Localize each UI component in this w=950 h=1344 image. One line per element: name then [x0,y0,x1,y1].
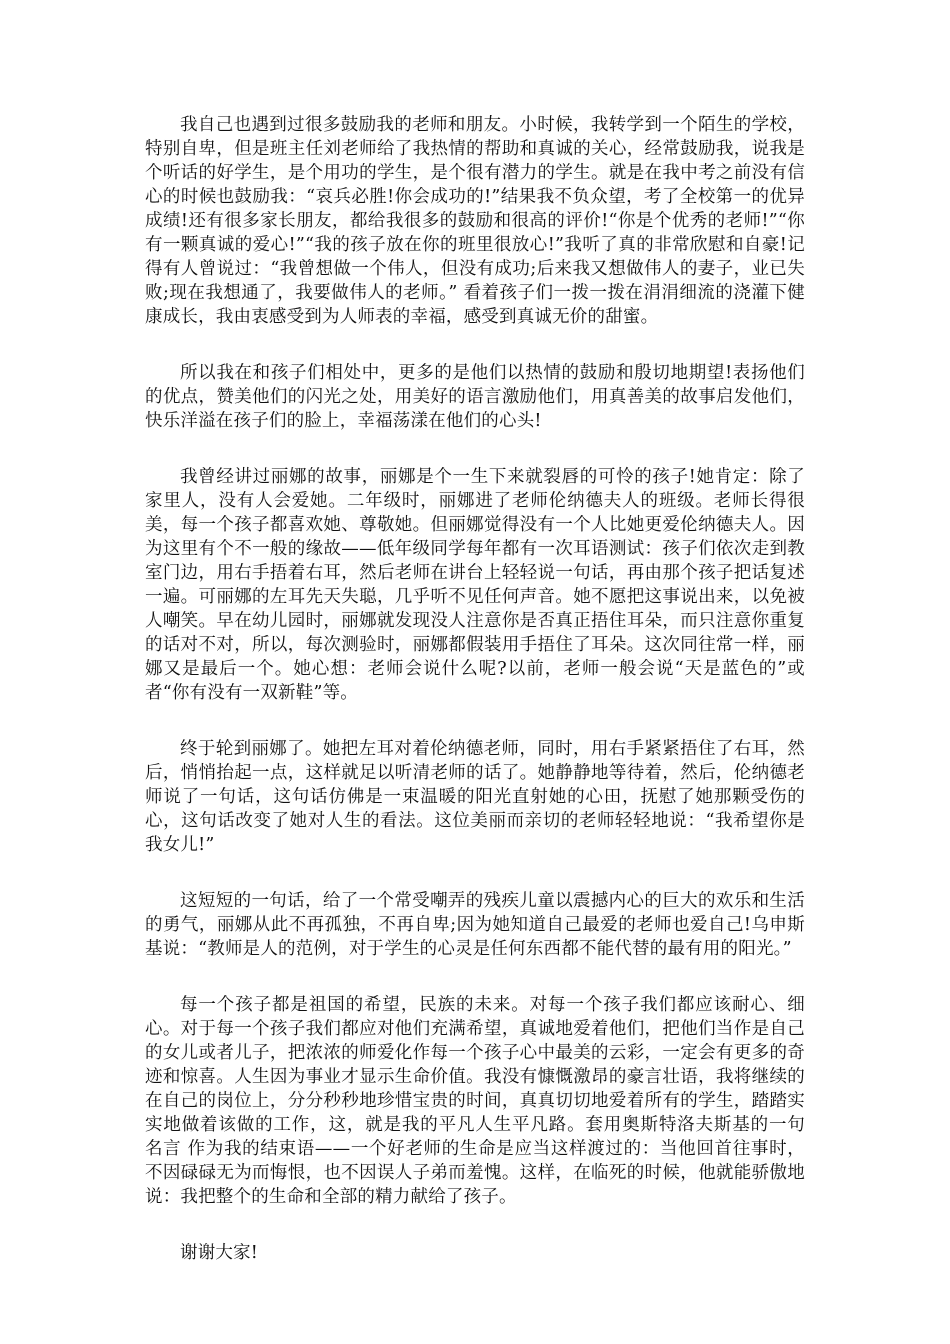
document-body [145,113,805,1297]
paragraph-thanks: 谢谢大家! [180,1243,259,1263]
paragraph-getting-along-with-children: 所以我在和孩子们相处中，更多的是他们以热情的鼓励和殷切地期望!表扬他们的优点，赞美他们的闪光之处，用美好的语言激励他们，用真善美的故事启发他们，快乐洋溢在孩子们的脸上，幸福荡漾在他们的心头! [145,363,805,431]
paragraph-short-sentence: 这短短的一句话，给了一个常受嘲弄的残疾儿童以震撼内心的巨大的欢乐和生活的勇气，丽娜从此不再孤独，不再自卑;因为她知道自己最爱的老师也爱自己!乌申斯基说：“教师是人的范例，对于学生的心灵是任何东西都不能代替的最有用的阳光。” [145,891,805,959]
paragraph-lina-story: 我曾经讲过丽娜的故事，丽娜是个一生下来就裂唇的可怜的孩子!她肯定：除了家里人，没有人会爱她。二年级时，丽娜进了老师伦纳德夫人的班级。老师长得很美，每一个孩子都喜欢她、尊敬她。但丽娜觉得没有一个人比她更爱伦纳德夫人。因为这里有个不一般的缘故——低年级同学每年都有一次耳语测试：孩子们依次走到教室门边，用右手捂着右耳，然后老师在讲台上轻轻说一句话，再由那个孩子把话复述一遍。可丽娜的左耳先天失聪，几乎听不见任何声音。她不愿把这事说出来，以免被人嘲笑。早在幼儿园时，丽娜就发现没人注意你是否真正捂住耳朵，而只注意你重复的话对不对，所以，每次测验时，丽娜都假装用手捂住了耳朵。这次同往常一样，丽娜又是最后一个。她心想：老师会说什么呢?以前，老师一般会说“天是蓝色的”或者“你有没有一双新鞋”等。 [145,467,805,703]
paragraph-conclusion: 每一个孩子都是祖国的希望，民族的未来。对每一个孩子我们都应该耐心、细心。对于每一个孩子我们都应对他们充满希望，真诚地爱着他们，把他们当作是自己的女儿或者儿子，把浓浓的师爱化作每一个孩子心中最美的云彩，一定会有更多的奇迹和惊喜。人生因为事业才显示生命价值。我没有慷慨激昂的豪言壮语，我将继续的在自己的岗位上，分分秒秒地珍惜宝贵的时间，真真切切地爱着所有的学生，踏踏实实地做着该做的工作，这，就是我的平凡人生平凡路。套用奥斯特洛夫斯基的一句 名言 作为我的结束语——一个好老师的生命是应当这样渡过的：当他回首往事时，不因碌碌无为而悔恨，也不因误人子弟而羞愧。这样，在临死的时候，他就能骄傲地说：我把整个的生命和全部的精力献给了孩子。 [145,995,805,1207]
paragraph-encouraging-teachers: 我自己也遇到过很多鼓励我的老师和朋友。小时候，我转学到一个陌生的学校，特别自卑，但是班主任刘老师给了我热情的帮助和真诚的关心，经常鼓励我，说我是个听话的好学生，是个用功的学生，是个很有潜力的学生。就是在我中考之前没有信心的时候也鼓励我：“哀兵必胜!你会成功的!”结果我不负众望，考了全校第一的优异成绩!还有很多家长朋友，都给我很多的鼓励和很高的评价!“你是个优秀的老师!”“你有一颗真诚的爱心!”“我的孩子放在你的班里很放心!”我听了真的非常欣慰和自豪!记得有人曾说过：“我曾想做一个伟人，但没有成功;后来我又想做伟人的妻子，业已失败;现在我想通了，我要做伟人的老师。” 看着孩子们一拨一拨在涓涓细流的浇灌下健康成长，我由衷感受到为人师表的幸福，感受到真诚无价的甜蜜。 [145,115,805,327]
paragraph-lina-turn: 终于轮到丽娜了。她把左耳对着伦纳德老师，同时，用右手紧紧捂住了右耳，然后，悄悄抬起一点，这样就足以听清老师的话了。她静静地等待着，然后，伦纳德老师说了一句话，这句话仿佛是一束温暖的阳光直射她的心田，抚慰了她那颗受伤的心，这句话改变了她对人生的看法。这位美丽而亲切的老师轻轻地说：“我希望你是我女儿!” [145,739,805,855]
